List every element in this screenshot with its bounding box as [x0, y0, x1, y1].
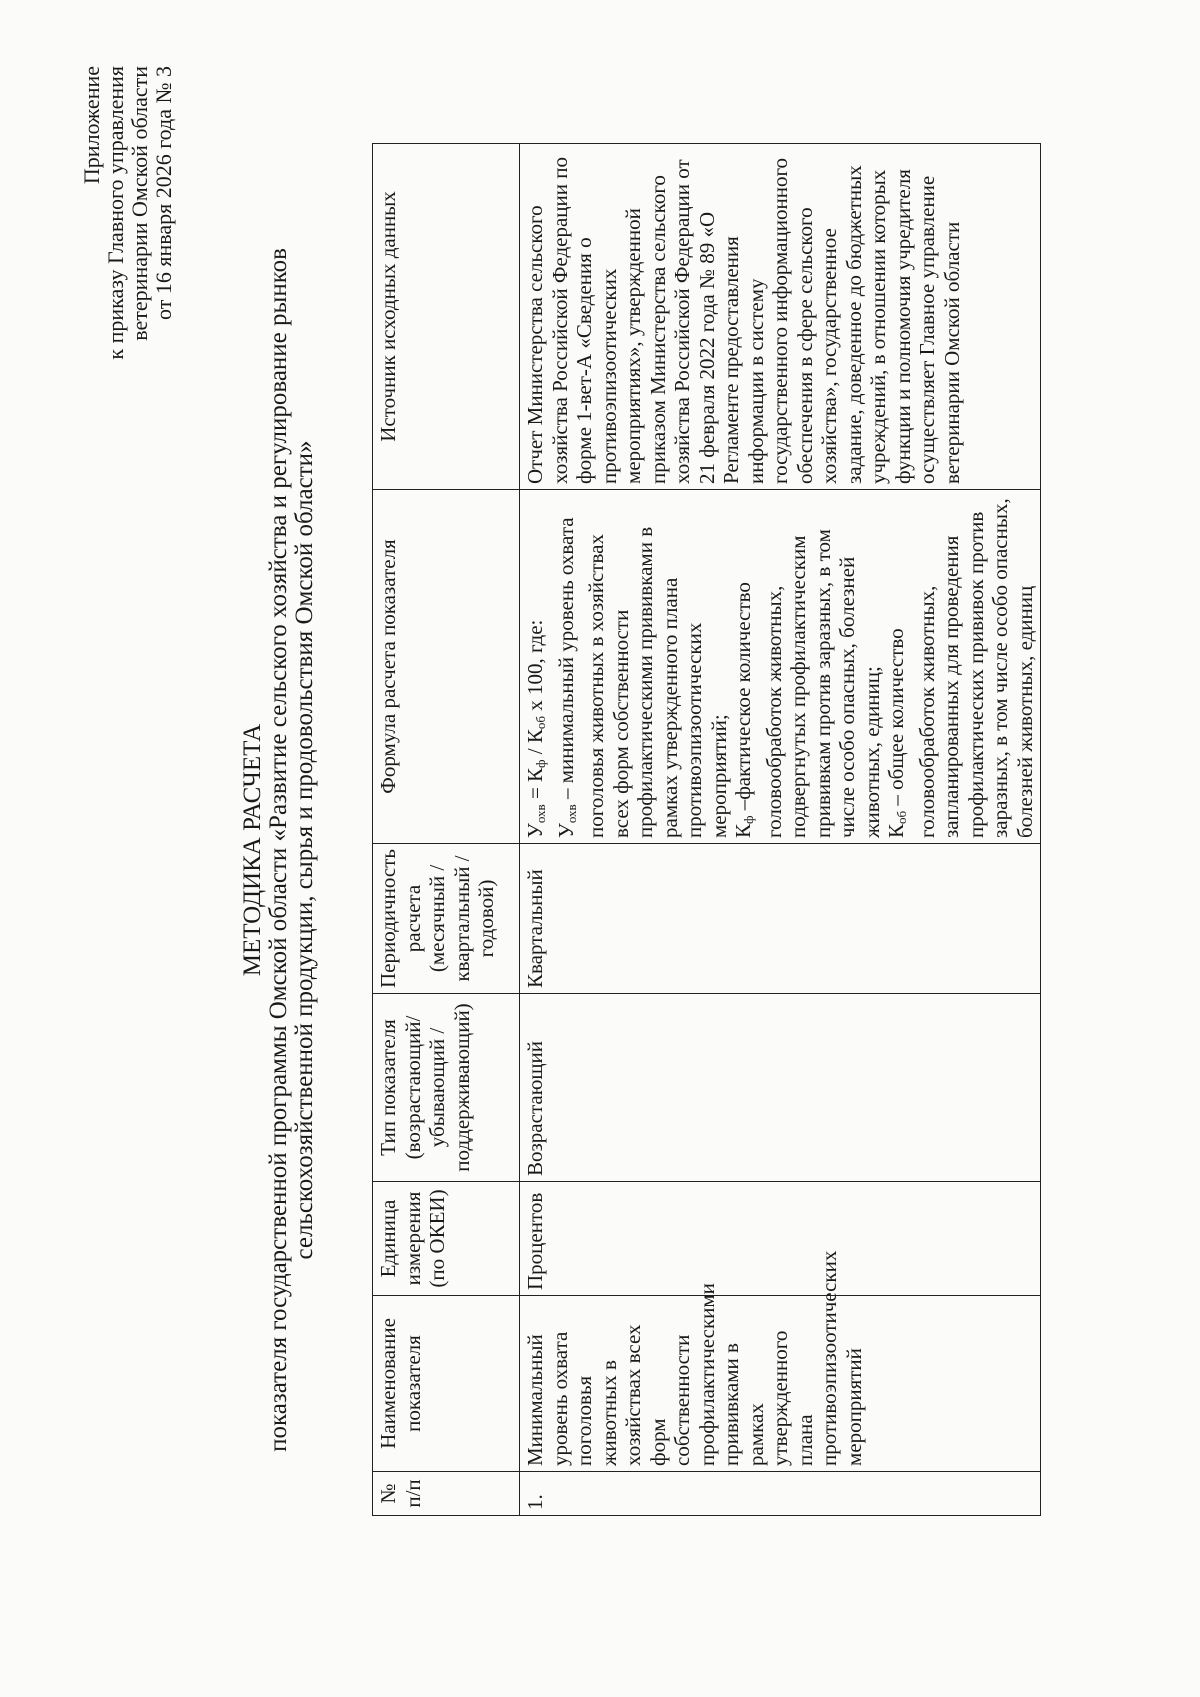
- header-period: Периодичность расчета (месячный / квартальный / годовой): [373, 844, 520, 994]
- header-formula: Формула расчета показателя: [373, 490, 520, 844]
- header-name: Наименование показателя: [373, 1296, 520, 1472]
- def3-sub: об: [894, 810, 909, 824]
- formula-def-1: [554, 495, 732, 838]
- formula-def-3: [884, 495, 1037, 838]
- formula-div: / К: [523, 729, 547, 760]
- appendix-line-1: Приложение: [79, 66, 104, 185]
- header-unit: Единица измерения (по ОКЕИ): [373, 1182, 520, 1296]
- cell-name: Минимальный уровень охвата поголовья животных в хозяйствах всех форм собственности профилактическими прививками в рамках утвержденного плана противоэпизоотических мероприятий: [520, 1296, 1041, 1472]
- appendix-line-4: от 16 января 2026 года № 3: [151, 66, 176, 320]
- cell-type: Возрастающий: [520, 994, 1041, 1182]
- formula-sub-k2: об: [533, 716, 548, 730]
- title-line-3: сельскохозяйственной продукции, сырья и продовольствия Омской области»: [291, 440, 318, 1260]
- formula-def-2: [731, 495, 884, 838]
- document-title: [240, 10, 318, 1690]
- def1-sub: охв: [563, 804, 579, 824]
- header-num: № п/п: [373, 1472, 520, 1516]
- table-row: [520, 144, 1041, 1516]
- header-source: Источник исходных данных: [373, 144, 520, 490]
- formula-main: [523, 495, 554, 838]
- def3-symbol: К: [884, 823, 908, 838]
- cell-num: 1.: [520, 1472, 1041, 1516]
- title-line-1: МЕТОДИКА РАСЧЕТА: [239, 723, 266, 977]
- appendix-line-3: ветеринарии Омской области: [127, 66, 152, 341]
- def1-symbol: У: [553, 823, 578, 838]
- cell-formula: [520, 490, 1041, 844]
- cell-period: Квартальный: [520, 844, 1041, 994]
- methodology-table: [372, 143, 1041, 1516]
- formula-eq: = К: [523, 767, 547, 805]
- formula-tail: х 100, где:: [523, 619, 547, 717]
- def2-text: –фактическое количество головообработок животных, подвергнутых профилактическим прививкам против заразных, в том числе особо опасных, болезней животных, единиц;: [731, 529, 884, 838]
- appendix-line-2: к приказу Главного управления: [103, 66, 128, 360]
- title-line-2: показателя государственной программы Омской области «Развитие сельского хозяйства и регулирование рынков: [265, 248, 292, 1452]
- def3-text: – общее количество головообработок животных, запланированных для проведения профилактических прививок против заразных, в том числе особо опасных, болезней животных, единиц: [884, 498, 1037, 838]
- cell-source: Отчет Министерства сельского хозяйства Российской Федерации по форме 1-вет-А «Сведения о противоэпизоотических мероприятиях», утвержденной приказом Министерства сельского хозяйства Российской Федерации от 21 февраля 2022 года № 89 «О Регламенте предоставления информации в систему государственного информационного обеспечения в сфере сельского хозяйства», государственное задание, доведенное до бюджетных учреждений, в отношении которых функции и полномочия учредителя осуществляет Главное управление ветеринарии Омской области: [520, 144, 1041, 490]
- def2-sub: ф: [741, 815, 756, 824]
- def1-text: – минимальный уровень охвата поголовья животных в хозяйствах всех форм собственности профилактическими прививками в рамках утвержденного плана противоэпизоотических мероприятий;: [553, 517, 731, 838]
- rotated-landscape-content: [12, 10, 1192, 1690]
- header-type: Тип показателя (возрастающий/ убывающий / поддерживающий): [373, 994, 520, 1182]
- formula-sub-k1: ф: [533, 759, 548, 768]
- cell-unit: Процентов: [520, 1182, 1041, 1296]
- formula-sub-u: охв: [533, 804, 548, 824]
- def2-symbol: К: [731, 823, 755, 838]
- formula-symbol-u: У: [523, 823, 547, 838]
- appendix-note: [80, 66, 176, 360]
- table-header-row: [373, 144, 520, 1516]
